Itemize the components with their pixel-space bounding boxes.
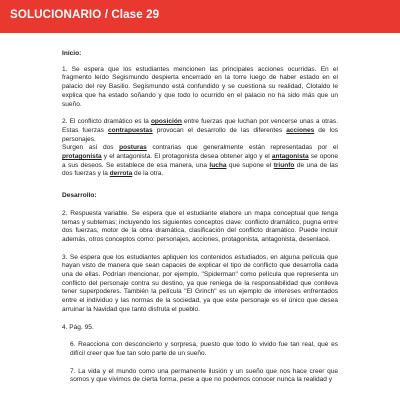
text-segment: Surgen así dos: [62, 144, 120, 152]
section-heading-desarrollo: Desarrollo:: [62, 192, 97, 200]
document-body: [62, 50, 338, 385]
answer-desarrollo-3: 3. Se espera que los estudiantes apliquen los contenidos estudiados, en alguna película que hayan visto de manera que sean capaces de explicar el tipo de conflicto que desarrolla cada una de ellas. Podrían mencionar, por ejemplo, "Spiderman" como película que representa un conflicto del personaje contra su destino, ya que reniega de la responsabilidad que conlleva tener superpoderes. También la película "El Grinch" es un ejemplo de intereses enfrentados entre el individuo y las normas de la sociedad, ya que este personaje es el único que desea arruinar la Navidad que tanto disfruta el pueblo.: [62, 253, 338, 313]
text-segment: 2. El conflicto dramático es la: [62, 118, 151, 126]
page-title: SOLUCIONARIO / Clase 29: [10, 8, 160, 21]
keyword-oposicion: oposición: [150, 118, 182, 126]
keyword-derrota: derrota: [109, 170, 133, 178]
answer-desarrollo-4: 4. Pág. 95.: [62, 323, 94, 331]
answer-desarrollo-2: 2. Respuesta variable. Se espera que el estudiante elabore un mapa conceptual que tenga temas y subtemas; incluyendo los siguientes conceptos clave: conflicto dramático, pugna entre dos fuerzas, motor de la obra dramática, clasificación del conflicto dramático. Puede incluir además, otros conceptos como: personajes, acciones, protagonista, antagonista, desenlace.: [62, 209, 338, 243]
answer-desarrollo-7: 7. La vida y el mundo como una permanente ilusión y un sueño que nos hace creer que somos y que vivimos de cierta forma, pese a que no podemos conocer nunca la realidad y: [70, 367, 338, 384]
keyword-acciones: acciones: [286, 126, 315, 134]
answer-inicio-2: [62, 118, 338, 144]
keyword-contrapuestas: contrapuestas: [107, 126, 153, 134]
keyword-protagonista: protagonista: [62, 153, 102, 161]
text-segment: se opone a sus deseos. Se establece de esa manera, una: [62, 153, 338, 169]
keyword-posturas: posturas: [119, 144, 147, 152]
text-segment: de la otra.: [132, 170, 164, 178]
section-heading-inicio: Inicio:: [62, 50, 82, 57]
header-bar: [0, 0, 400, 33]
text-segment: contrarias que generalmente están representadas por el: [146, 144, 338, 152]
text-segment: entre fuerzas que luchan por vencerse unas a otras. Estas fuerzas: [62, 118, 339, 134]
text-segment: provocan el desarrollo de las diferentes: [152, 126, 287, 134]
answer-desarrollo-6: 6. Reacciona con desconcierto y sorpresa, puesto que todo lo vivido fue tan real, que es difícil creer que fue tan solo parte de un sueño.: [70, 341, 338, 357]
answer-inicio-2-cont: [62, 144, 338, 179]
answer-inicio-1: 1. Se espera que los estudiantes mencionen las principales acciones ocurridas. En el fragmento leído Segismundo despierta encerrado en la torre luego de haber estado en el palacio del rey Basilio. Segismundo está confundido y se cuestiona su realidad, Clotaldo le explica que ha estado soñando y que todo lo ocurrido en el palacio no ha sido más que un sueño.: [62, 65, 338, 108]
keyword-antagonista: antagonista: [271, 153, 309, 161]
text-segment: que supone el: [226, 161, 274, 169]
keyword-lucha: lucha: [209, 161, 227, 169]
text-segment: y el antagonista. El protagonista desea obtener algo y el: [101, 153, 272, 161]
keyword-triunfo: triunfo: [273, 161, 295, 169]
text-segment: de una de las dos fuerzas y la: [62, 161, 338, 178]
text-segment: de los personajes.: [62, 126, 338, 143]
